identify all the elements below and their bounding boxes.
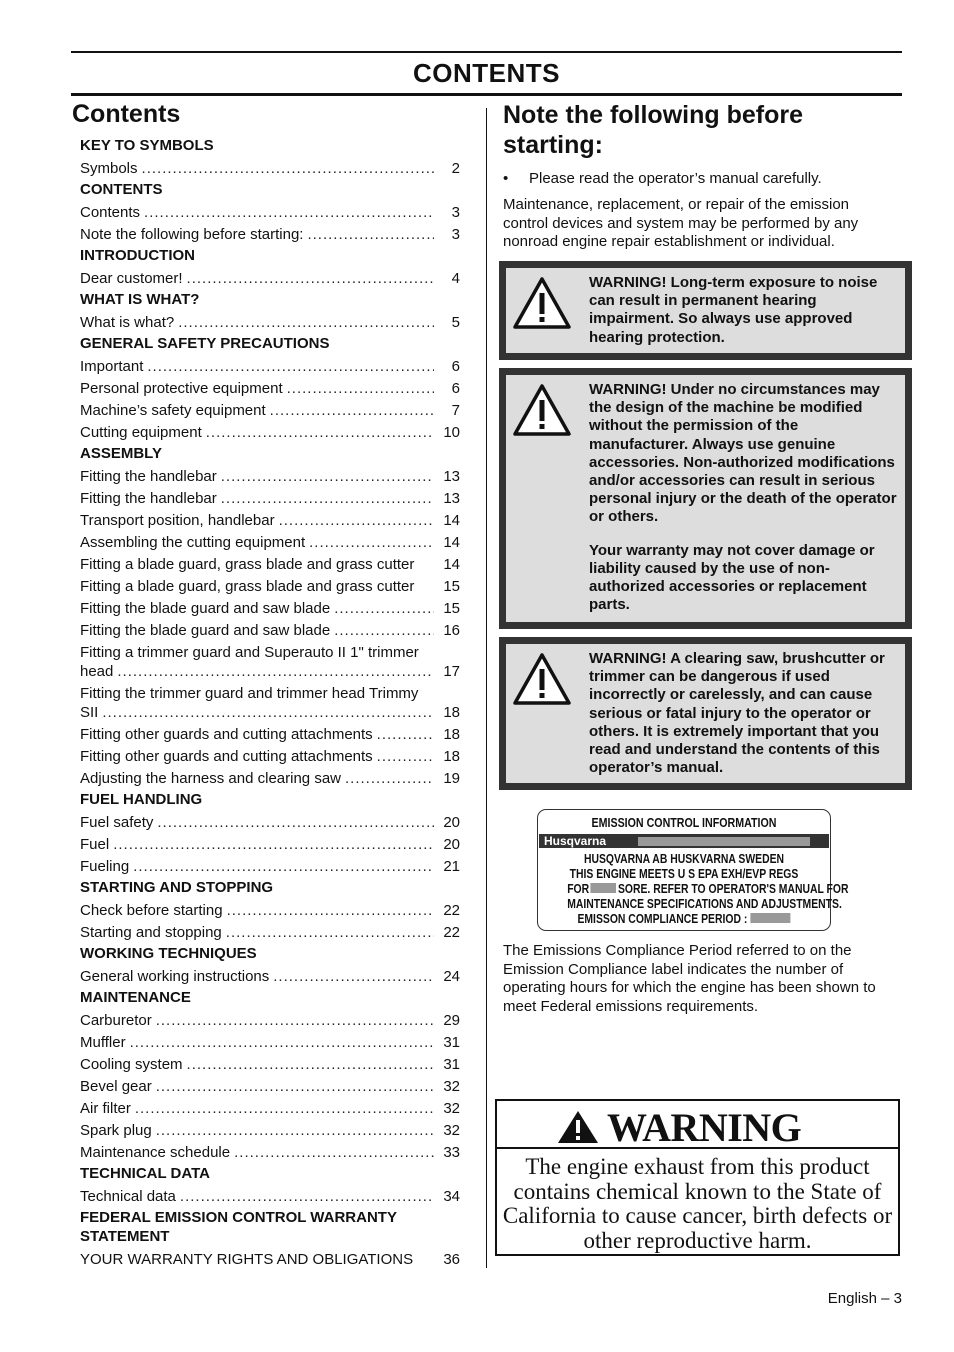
- toc-page-number: 14: [443, 534, 460, 551]
- toc-leader-dots: [187, 1055, 434, 1074]
- toc-entry-label: YOUR WARRANTY RIGHTS AND OBLIGATIONS: [80, 1251, 414, 1268]
- toc-leader-dots: [142, 159, 434, 178]
- toc-page-number: 14: [443, 512, 460, 529]
- toc-leader-dots: [206, 423, 434, 442]
- toc-entry-label: Symbols: [80, 160, 138, 177]
- toc-entry[interactable]: [80, 1031, 460, 1053]
- toc-entry-label: Bevel gear: [80, 1078, 152, 1095]
- toc-entry-label: Fitting a trimmer guard and Superauto II 1" trimmer: [80, 644, 419, 661]
- toc-entry[interactable]: [80, 811, 460, 833]
- toc-leader-dots: [345, 769, 434, 788]
- toc-page-number: 15: [443, 578, 460, 595]
- label-blank-field: [638, 837, 810, 846]
- toc-entry[interactable]: [80, 421, 460, 443]
- toc-entry-label: Fitting the handlebar: [80, 468, 217, 485]
- toc-section-heading: KEY TO SYMBOLS: [80, 137, 214, 154]
- note-bullet: [503, 170, 822, 187]
- toc-entry[interactable]: [80, 157, 460, 179]
- warning-triangle-icon: [512, 276, 572, 330]
- toc-page-number: 21: [443, 858, 460, 875]
- toc-entry[interactable]: [80, 553, 460, 575]
- label-line-5-text: EMISSON COMPLIANCE PERIOD :: [577, 911, 748, 926]
- toc-entry[interactable]: [80, 745, 460, 767]
- toc-page-number: 18: [443, 748, 460, 765]
- warning-box-modification: [499, 368, 912, 629]
- toc-page-number: 31: [443, 1056, 460, 1073]
- toc-leader-dots: [221, 467, 434, 486]
- toc-page-number: 15: [443, 600, 460, 617]
- toc-leader-dots: [157, 813, 434, 832]
- toc-leader-dots: [287, 379, 434, 398]
- emission-control-label: [537, 809, 849, 931]
- toc-entry[interactable]: [80, 965, 460, 987]
- toc-page-number: 29: [443, 1012, 460, 1029]
- warning-text: WARNING! A clearing saw, brushcutter or trimmer can be dangerous if used incorrectly or carelessly, and can cause serious or fatal injury to the operator or others. It is extremely important that you read and understand the contents of this operator’s manual.: [589, 650, 885, 777]
- toc-entry[interactable]: [80, 465, 460, 487]
- toc-entry-label: Fitting the blade guard and saw blade: [80, 622, 331, 639]
- toc-entry-label: Maintenance schedule: [80, 1144, 231, 1161]
- toc-entry[interactable]: [80, 921, 460, 943]
- toc-entry[interactable]: [80, 1053, 460, 1075]
- toc-section-heading: ASSEMBLY: [80, 445, 162, 462]
- toc-leader-dots: [226, 923, 434, 942]
- toc-section-heading: CONTENTS: [80, 181, 163, 198]
- label-line-3: [567, 881, 849, 896]
- toc-title: Contents: [72, 100, 181, 128]
- toc-page-number: 3: [451, 226, 460, 243]
- prop65-text: The engine exhaust from this product contains chemical known to the State of California to cause cancer, birth defects or other reproductive harm.: [502, 1154, 893, 1253]
- toc-entry-label: Adjusting the harness and clearing saw: [80, 770, 341, 787]
- toc-leader-dots: [187, 269, 434, 288]
- toc-page-number: 31: [443, 1034, 460, 1051]
- toc-entry[interactable]: [80, 855, 460, 877]
- toc-leader-dots: [117, 662, 434, 681]
- toc-page-number: 7: [451, 402, 460, 419]
- label-blank-field: [751, 913, 791, 923]
- toc-entry-label: Fitting the blade guard and saw blade: [80, 600, 331, 617]
- toc-entry-label: Fitting a blade guard, grass blade and grass cutter: [80, 556, 415, 573]
- toc-leader-dots: [334, 599, 434, 618]
- toc-entry-label: Personal protective equipment: [80, 380, 283, 397]
- toc-leader-dots: [377, 725, 434, 744]
- toc-entry[interactable]: [80, 399, 460, 421]
- toc-entry-label: Fitting other guards and cutting attachments: [80, 726, 373, 743]
- toc-page-number: 20: [443, 814, 460, 831]
- toc-leader-dots: [377, 747, 434, 766]
- note-title: Note the following before starting:: [503, 101, 803, 159]
- toc-leader-dots: [135, 1099, 434, 1118]
- toc-entry[interactable]: [80, 641, 460, 682]
- toc-page-number: 18: [443, 704, 460, 721]
- toc-leader-dots: [279, 511, 434, 530]
- toc-leader-dots: [309, 533, 434, 552]
- label-line-1: HUSQVARNA AB HUSKVARNA SWEDEN: [583, 851, 785, 866]
- toc-page-number: 6: [451, 358, 460, 375]
- header-rule-bottom: [71, 93, 902, 96]
- toc-page-number: 2: [451, 160, 460, 177]
- toc-list: [80, 135, 460, 1270]
- toc-entry-label: Spark plug: [80, 1122, 152, 1139]
- toc-leader-dots: [144, 203, 434, 222]
- toc-entry[interactable]: [80, 575, 460, 597]
- toc-page-number: 24: [443, 968, 460, 985]
- toc-entry[interactable]: [80, 597, 460, 619]
- toc-section-heading: FEDERAL EMISSION CONTROL WARRANTY STATEMENT: [80, 1209, 397, 1245]
- toc-entry-label: Cooling system: [80, 1056, 183, 1073]
- toc-entry[interactable]: [80, 267, 460, 289]
- label-line-3a: FOR: [567, 881, 590, 896]
- toc-page-number: 13: [443, 490, 460, 507]
- toc-leader-dots: [147, 357, 434, 376]
- column-divider: [486, 108, 487, 1268]
- warning-triangle-icon: [512, 383, 572, 437]
- toc-entry-continuation: [80, 662, 460, 681]
- toc-entry[interactable]: [80, 1141, 460, 1163]
- husqvarna-logo: Husqvarna: [544, 834, 607, 848]
- label-line-5: [567, 911, 801, 926]
- toc-page-number: 16: [443, 622, 460, 639]
- toc-page-number: 32: [443, 1100, 460, 1117]
- toc-page-number: 22: [443, 902, 460, 919]
- toc-leader-dots: [273, 967, 434, 986]
- toc-entry[interactable]: [80, 767, 460, 789]
- toc-leader-dots: [178, 313, 434, 332]
- toc-entry[interactable]: [80, 1119, 460, 1141]
- toc-entry[interactable]: [80, 531, 460, 553]
- toc-section-heading: GENERAL SAFETY PRECAUTIONS: [80, 335, 330, 352]
- toc-leader-dots: [156, 1077, 434, 1096]
- toc-entry-label: What is what?: [80, 314, 175, 331]
- toc-page-number: 17: [443, 663, 460, 680]
- toc-page-number: 13: [443, 468, 460, 485]
- toc-leader-dots: [221, 489, 434, 508]
- toc-entry-label: Fueling: [80, 858, 130, 875]
- warning-header: [497, 1101, 898, 1149]
- page-header-title: CONTENTS: [413, 58, 560, 88]
- warning-box-dangerous: [499, 637, 912, 790]
- toc-leader-dots: [334, 621, 434, 640]
- toc-entry[interactable]: [80, 619, 460, 641]
- warning-word: WARNING: [607, 1105, 802, 1150]
- toc-section-heading: TECHNICAL DATA: [80, 1165, 210, 1182]
- toc-page-number: 5: [451, 314, 460, 331]
- toc-entry-label: Fuel safety: [80, 814, 154, 831]
- toc-leader-dots: [227, 901, 434, 920]
- toc-entry[interactable]: [80, 682, 460, 723]
- note-paragraph: Maintenance, replacement, or repair of the emission control devices and system may be performed by any nonroad engine repair establishment or individual.: [503, 196, 859, 250]
- toc-leader-dots: [180, 1187, 434, 1206]
- toc-page-number: 36: [443, 1251, 460, 1268]
- toc-entry-label: Carburetor: [80, 1012, 152, 1029]
- warranty-text: Your warranty may not cover damage or liability caused by the use of non-authorized accessories or replacement parts.: [589, 541, 875, 614]
- toc-entry-label: Transport position, handlebar: [80, 512, 275, 529]
- warning-text: WARNING! Under no circumstances may the design of the machine be modified without the permission of the manufacturer. Always use genuine accessories. Non-authorized modifications and/or accessories can result in serious personal injury or the death of the operator or others.: [589, 381, 897, 526]
- warning-triangle-icon: [557, 1110, 599, 1144]
- toc-entry-label: head: [80, 663, 114, 680]
- toc-entry-label: SII: [80, 704, 99, 721]
- toc-entry-label: Fitting a blade guard, grass blade and grass cutter: [80, 578, 415, 595]
- toc-entry[interactable]: [80, 1185, 460, 1207]
- page-footer: English – 3: [827, 1290, 902, 1307]
- toc-entry[interactable]: [80, 1248, 460, 1270]
- toc-page-number: 20: [443, 836, 460, 853]
- toc-page-number: 6: [451, 380, 460, 397]
- toc-entry[interactable]: [80, 1009, 460, 1031]
- toc-entry[interactable]: [80, 509, 460, 531]
- toc-section-heading: WORKING TECHNIQUES: [80, 945, 257, 962]
- toc-page-number: 32: [443, 1122, 460, 1139]
- toc-entry[interactable]: [80, 201, 460, 223]
- toc-leader-dots: [130, 1033, 434, 1052]
- warning-box-noise: [499, 261, 912, 360]
- toc-entry-label: General working instructions: [80, 968, 270, 985]
- toc-leader-dots: [270, 401, 434, 420]
- toc-entry-label: Assembling the cutting equipment: [80, 534, 306, 551]
- prop65-warning-box: [495, 1099, 900, 1256]
- toc-entry-label: Fitting the trimmer guard and trimmer head Trimmy: [80, 685, 419, 702]
- label-line-2: THIS ENGINE MEETS U S EPA EXH/EVP REGS: [569, 866, 799, 881]
- bullet-dot: •: [503, 170, 509, 187]
- toc-page-number: 3: [451, 204, 460, 221]
- toc-leader-dots: [156, 1011, 434, 1030]
- toc-entry-label: Check before starting: [80, 902, 223, 919]
- toc-leader-dots: [234, 1143, 434, 1162]
- toc-entry-label: Fuel: [80, 836, 110, 853]
- toc-section-heading: INTRODUCTION: [80, 247, 195, 264]
- label-line-4: MAINTENANCE SPECIFICATIONS AND ADJUSTMENTS.: [567, 896, 842, 911]
- toc-entry[interactable]: [80, 223, 460, 245]
- toc-page-number: 18: [443, 726, 460, 743]
- compliance-paragraph: The Emissions Compliance Period referred to on the Emission Compliance label indicates the number of operating hours for which the engine has been shown to meet Federal emissions requirements.: [503, 942, 876, 1015]
- toc-entry[interactable]: [80, 377, 460, 399]
- toc-page-number: 33: [443, 1144, 460, 1161]
- toc-entry-label: Technical data: [80, 1188, 176, 1205]
- label-title: EMISSION CONTROL INFORMATION: [591, 815, 777, 830]
- toc-entry-label: Dear customer!: [80, 270, 183, 287]
- header-rule-top: [71, 51, 902, 53]
- toc-entry-label: Muffler: [80, 1034, 126, 1051]
- toc-page-number: 22: [443, 924, 460, 941]
- toc-entry[interactable]: [80, 355, 460, 377]
- toc-entry-label: Fitting the handlebar: [80, 490, 217, 507]
- toc-entry-label: Cutting equipment: [80, 424, 202, 441]
- toc-entry-label: Air filter: [80, 1100, 131, 1117]
- toc-page-number: 19: [443, 770, 460, 787]
- toc-leader-dots: [133, 857, 434, 876]
- toc-entry-label: Machine’s safety equipment: [80, 402, 266, 419]
- toc-leader-dots: [307, 225, 434, 244]
- toc-entry[interactable]: [80, 833, 460, 855]
- toc-entry[interactable]: [80, 899, 460, 921]
- toc-entry[interactable]: [80, 723, 460, 745]
- toc-section-heading: STARTING AND STOPPING: [80, 879, 274, 896]
- toc-entry-label: Contents: [80, 204, 141, 221]
- toc-entry-label: Starting and stopping: [80, 924, 222, 941]
- toc-entry[interactable]: [80, 1097, 460, 1119]
- toc-section-heading: WHAT IS WHAT?: [80, 291, 200, 308]
- toc-entry[interactable]: [80, 1075, 460, 1097]
- toc-page-number: 4: [451, 270, 460, 287]
- toc-entry-continuation: [80, 703, 460, 722]
- toc-section-heading: MAINTENANCE: [80, 989, 191, 1006]
- label-blank-field: [591, 883, 617, 893]
- toc-page-number: 32: [443, 1078, 460, 1095]
- toc-entry-label: Note the following before starting:: [80, 226, 304, 243]
- warning-text: WARNING! Long-term exposure to noise can result in permanent hearing impairment. So always use approved hearing protection.: [589, 274, 878, 346]
- toc-entry-label: Fitting other guards and cutting attachments: [80, 748, 373, 765]
- toc-leader-dots: [102, 703, 434, 722]
- toc-entry-label: Important: [80, 358, 144, 375]
- toc-entry[interactable]: [80, 487, 460, 509]
- toc-leader-dots: [113, 835, 434, 854]
- label-line-3b: SORE. REFER TO OPERATOR'S MANUAL FOR: [617, 881, 849, 896]
- toc-leader-dots: [156, 1121, 434, 1140]
- toc-page-number: 10: [443, 424, 460, 441]
- note-bullet-text: Please read the operator’s manual carefully.: [529, 170, 822, 187]
- toc-page-number: 34: [443, 1188, 460, 1205]
- toc-page-number: 14: [443, 556, 460, 573]
- toc-entry[interactable]: [80, 311, 460, 333]
- warning-triangle-icon: [512, 652, 572, 706]
- toc-section-heading: FUEL HANDLING: [80, 791, 203, 808]
